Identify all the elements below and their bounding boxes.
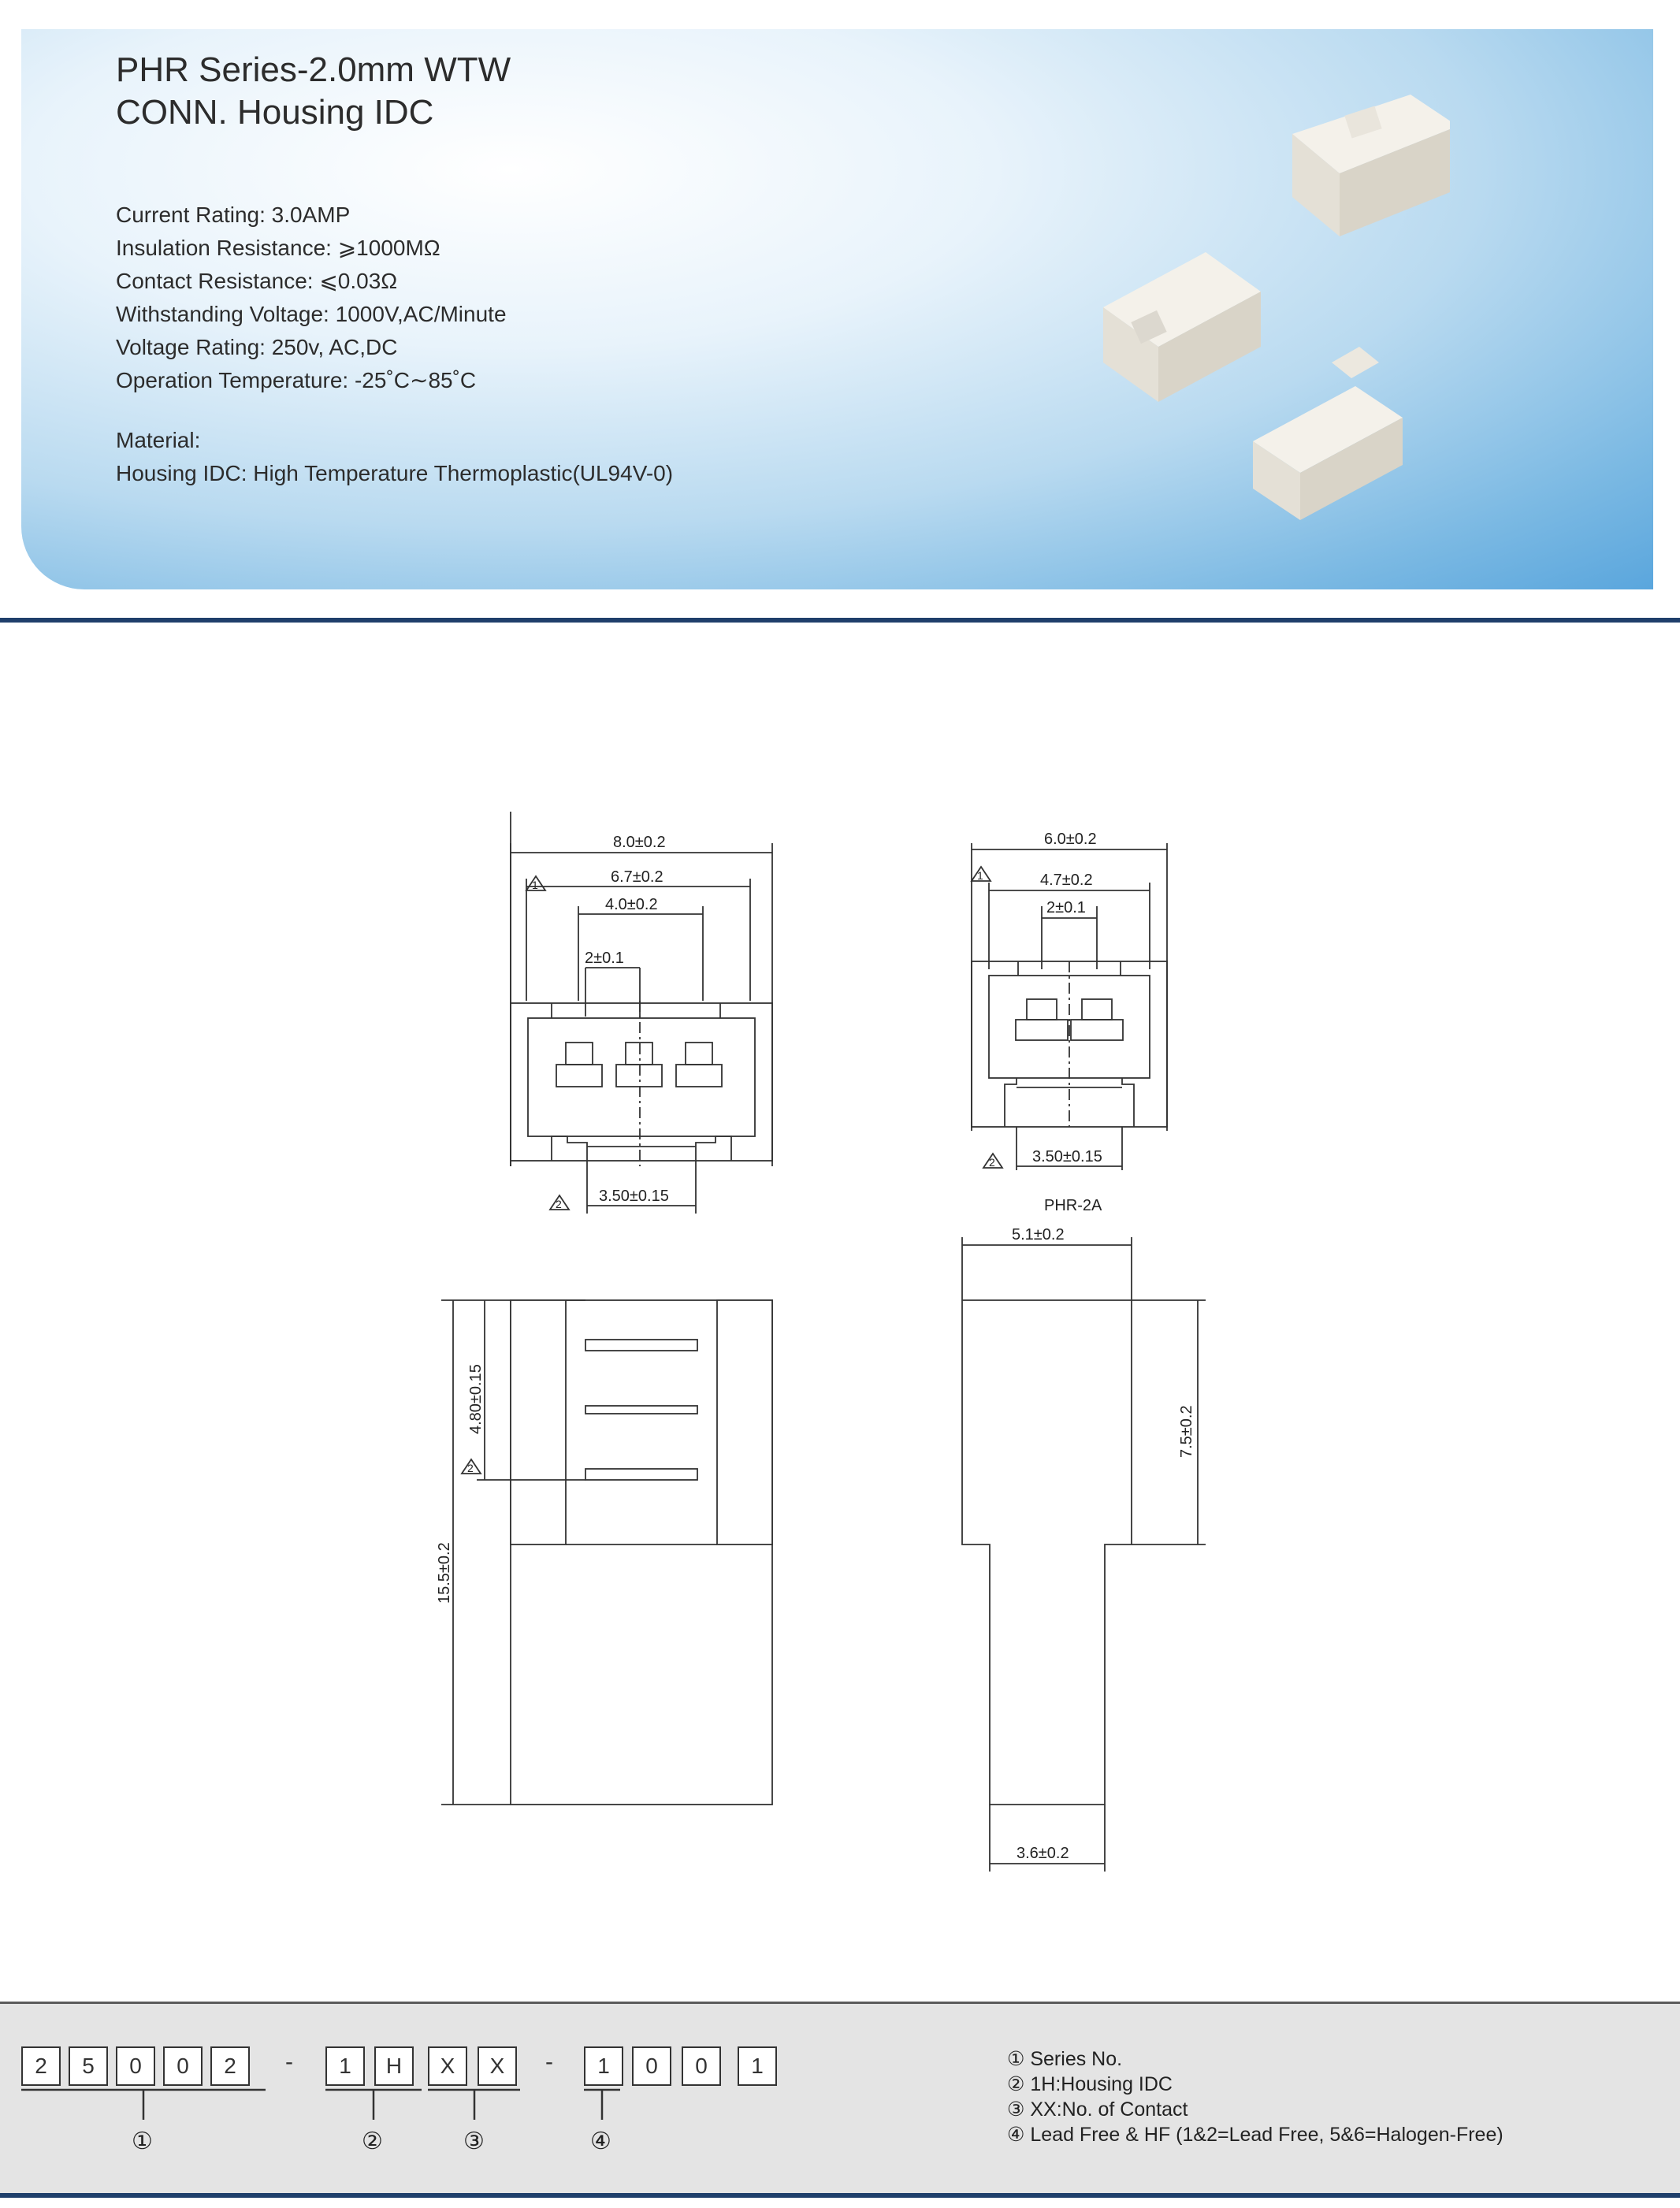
dim-side-height-3pin: 15.5±0.2	[436, 1542, 453, 1604]
dim-inner-width-2pin: 4.7±0.2	[1040, 872, 1093, 889]
legend-housing: ② 1H:Housing IDC	[1007, 2073, 1173, 2095]
connector-image-2	[1103, 252, 1261, 402]
spec-operation-temperature: Operation Temperature: -25˚C∼85˚C	[116, 368, 477, 392]
legend-contacts: ③ XX:No. of Contact	[1007, 2098, 1188, 2121]
title-line-1: PHR Series-2.0mm WTW	[116, 50, 511, 89]
marker-1: ①	[132, 2128, 153, 2155]
pn-digit: 1	[738, 2046, 777, 2086]
pn-dash: -	[545, 2049, 553, 2075]
pn-digit: 1	[325, 2046, 365, 2086]
page-title	[116, 49, 511, 134]
material-block	[116, 424, 673, 490]
marker-2: ②	[362, 2128, 383, 2155]
dim-side-width: 5.1±0.2	[1012, 1226, 1065, 1243]
dim-pitch-3pin: 2±0.1	[585, 950, 624, 967]
spec-list	[116, 199, 507, 397]
pn-digit: 0	[163, 2046, 203, 2086]
marker-3: ③	[463, 2128, 485, 2155]
marker-4: ④	[590, 2128, 611, 2155]
pn-digit: X	[428, 2046, 467, 2086]
dim-span-3pin: 4.0±0.2	[605, 896, 658, 913]
pn-digit: 0	[682, 2046, 721, 2086]
spec-insulation-resistance: Insulation Resistance: ⩾1000MΩ	[116, 236, 440, 260]
pn-brackets	[0, 2080, 867, 2143]
technical-drawing	[410, 812, 1261, 1915]
pn-digit: 1	[584, 2046, 623, 2086]
side-view-2-pin	[962, 1237, 1206, 1872]
pn-digit: X	[478, 2046, 517, 2086]
spec-current-rating: Current Rating: 3.0AMP	[116, 203, 351, 227]
pn-digit: H	[374, 2046, 414, 2086]
spec-voltage-rating: Voltage Rating: 250v, AC,DC	[116, 335, 398, 359]
pn-digit: 2	[210, 2046, 250, 2086]
material-label: Material:	[116, 428, 201, 452]
material-value: Housing IDC: High Temperature Thermoplastic(UL94V-0)	[116, 461, 674, 485]
dim-slot-height: 4.80±0.15	[467, 1364, 485, 1434]
note-1-2pin: 1	[977, 869, 983, 882]
product-photo	[1087, 79, 1450, 520]
note-2-2pin: 2	[989, 1156, 995, 1169]
legend-lead-free: ④ Lead Free & HF (1&2=Lead Free, 5&6=Halogen-Free)	[1007, 2124, 1503, 2146]
footer-divider-bottom	[0, 2193, 1680, 2198]
spec-withstanding-voltage: Withstanding Voltage: 1000V,AC/Minute	[116, 302, 507, 326]
dim-pitch-2pin: 2±0.1	[1046, 899, 1086, 916]
connector-image-1	[1292, 95, 1450, 236]
pn-digit: 0	[632, 2046, 671, 2086]
caption-phr-2a: PHR-2A	[1044, 1197, 1102, 1214]
pn-digit: 2	[21, 2046, 61, 2086]
legend-series: ① Series No.	[1007, 2048, 1123, 2070]
spec-contact-resistance: Contact Resistance: ⩽0.03Ω	[116, 269, 398, 293]
note-2-3pin: 2	[556, 1198, 562, 1210]
part-number-legend	[1007, 2046, 1503, 2147]
front-view-2-pin	[972, 843, 1167, 1170]
dim-bottom-3pin: 3.50±0.15	[599, 1188, 669, 1205]
dim-bottom-2pin: 3.50±0.15	[1032, 1148, 1102, 1165]
connector-image-3	[1253, 347, 1403, 520]
pn-digit: 5	[69, 2046, 108, 2086]
dim-overall-width-2pin: 6.0±0.2	[1044, 831, 1097, 848]
dim-overall-width-3pin: 8.0±0.2	[613, 834, 666, 851]
dim-side-height-2pin: 7.5±0.2	[1178, 1405, 1195, 1458]
side-view-3-pin	[441, 1300, 772, 1805]
dim-side-tail: 3.6±0.2	[1017, 1845, 1069, 1862]
pn-dash: -	[285, 2049, 293, 2075]
note-1-3pin: 1	[532, 879, 538, 891]
title-line-2: CONN. Housing IDC	[116, 93, 434, 132]
pn-digit: 0	[116, 2046, 155, 2086]
header-divider	[0, 618, 1680, 623]
dim-inner-width-3pin: 6.7±0.2	[611, 868, 663, 886]
note-2-side: 2	[467, 1462, 474, 1474]
